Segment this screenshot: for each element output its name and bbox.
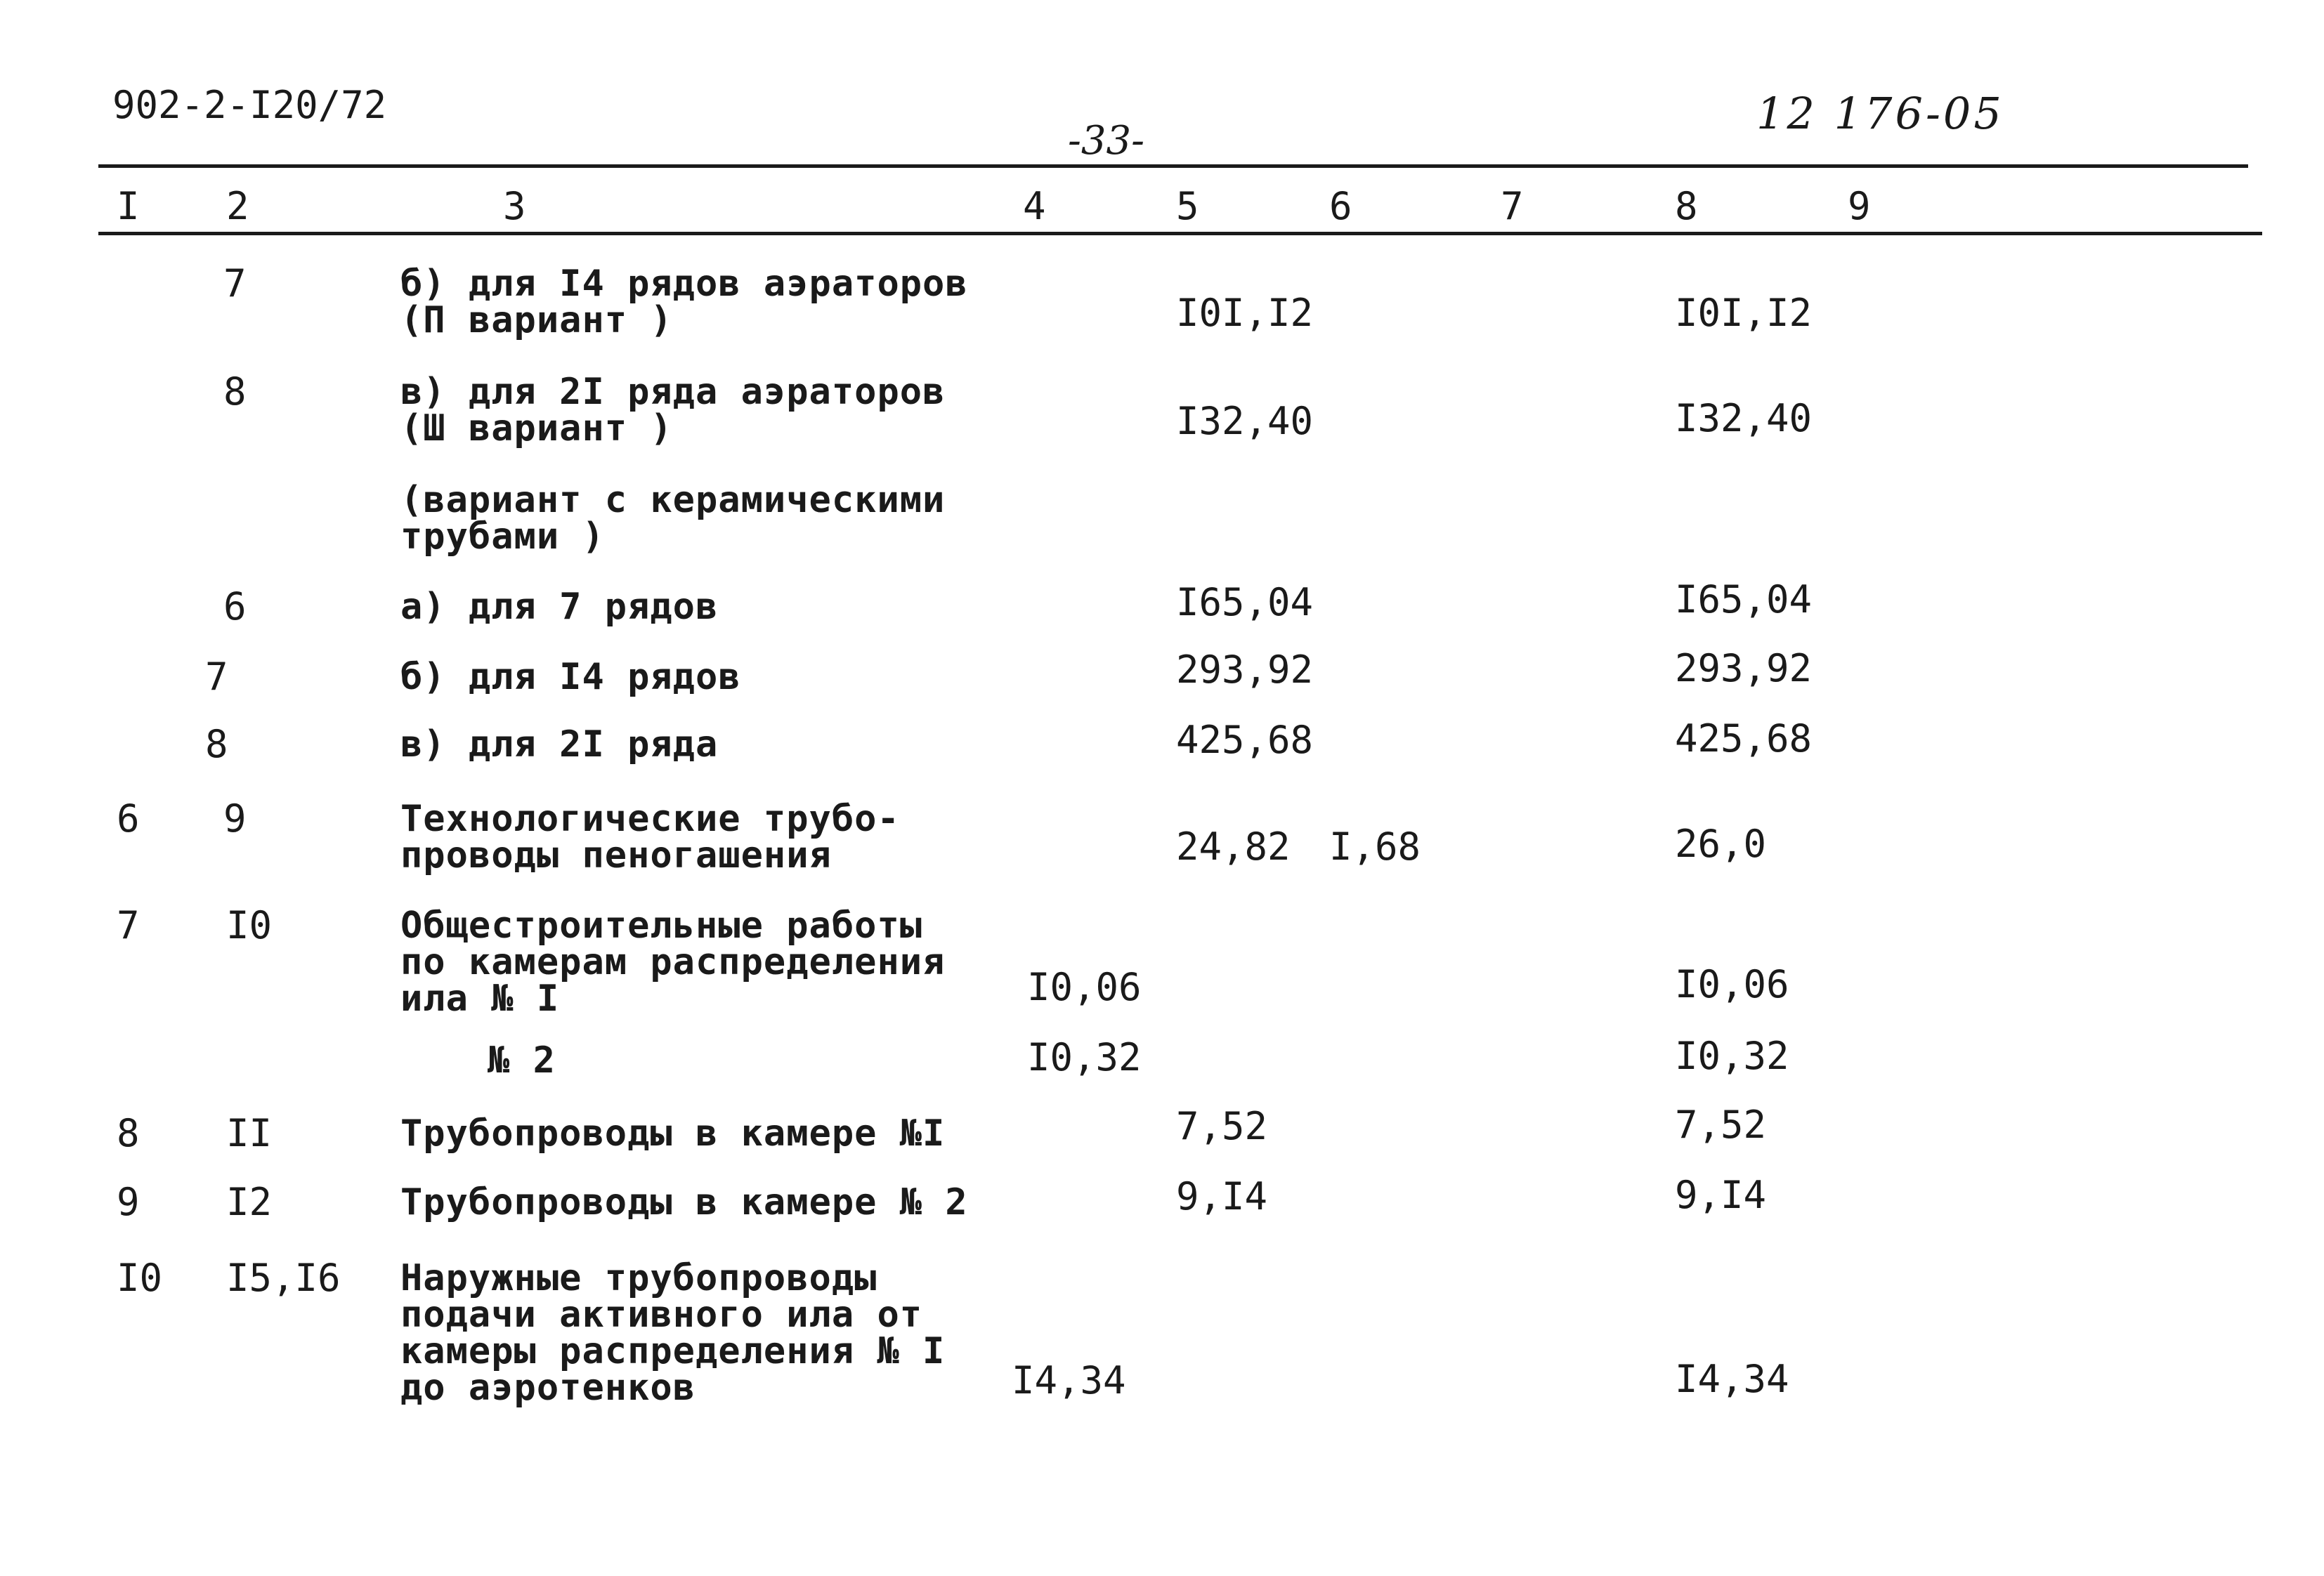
- row-4-description: а) для 7 рядов: [400, 586, 719, 628]
- row-11-col-8: 9,I4: [1675, 1173, 1767, 1217]
- row-12-col-8: I4,34: [1675, 1357, 1789, 1401]
- row-8-col-2: I0: [226, 903, 273, 947]
- row-6-col-2: 8: [205, 722, 228, 766]
- row-7-col-5: 24,82: [1176, 825, 1291, 869]
- row-7-col-6: I,68: [1329, 825, 1421, 869]
- row-10-col-2: II: [226, 1111, 273, 1155]
- row-10-description: Трубопроводы в камере №I: [400, 1112, 946, 1155]
- row-9-col-4: I0,32: [1027, 1035, 1142, 1079]
- page-number: -33-: [1068, 118, 1145, 164]
- row-5-description: б) для I4 рядов: [400, 656, 741, 698]
- column-header-5: 5: [1176, 184, 1199, 228]
- row-5-col-8: 293,92: [1675, 646, 1813, 690]
- row-9-col-8: I0,32: [1675, 1034, 1789, 1078]
- row-7-col-8: 26,0: [1675, 822, 1767, 866]
- row-10-col-8: 7,52: [1675, 1103, 1767, 1147]
- row-4-col-8: I65,04: [1675, 577, 1813, 622]
- column-header-3: 3: [503, 184, 526, 228]
- row-3-description: (вариант с керамическими трубами ): [400, 479, 946, 558]
- row-4-col-2: 6: [223, 584, 247, 629]
- row-7-col-2: 9: [223, 796, 247, 841]
- row-8-col-8: I0,06: [1675, 962, 1789, 1006]
- row-1-col-2: 7: [223, 261, 247, 306]
- row-6-col-8: 425,68: [1675, 716, 1813, 761]
- row-4-col-5: I65,04: [1176, 580, 1314, 624]
- row-11-description: Трубопроводы в камере № 2: [400, 1181, 968, 1223]
- row-11-col-5: 9,I4: [1176, 1174, 1268, 1219]
- row-6-col-5: 425,68: [1176, 718, 1314, 762]
- row-8-col-1: 7: [117, 903, 140, 947]
- column-header-2: 2: [226, 184, 249, 228]
- row-6-description: в) для 2I ряда: [400, 723, 719, 766]
- row-7-col-1: 6: [117, 796, 140, 841]
- row-7-description: Технологические трубо- проводы пеногашения: [400, 798, 900, 876]
- column-header-6: 6: [1329, 184, 1352, 228]
- row-2-col-8: I32,40: [1675, 396, 1813, 440]
- header-top-rule: [98, 164, 2248, 168]
- handwritten-code: 12 176-05: [1756, 88, 2004, 139]
- column-header-8: 8: [1675, 184, 1698, 228]
- row-11-col-1: 9: [117, 1180, 140, 1224]
- row-12-description: Наружные трубопроводы подачи активного ила от камеры распределения № I до аэротенков: [400, 1257, 946, 1409]
- row-2-description: в) для 2I ряда аэраторов (Ш вариант ): [400, 371, 946, 449]
- row-1-col-8: I0I,I2: [1675, 291, 1813, 335]
- row-12-col-4: I4,34: [1012, 1358, 1126, 1403]
- row-11-col-2: I2: [226, 1180, 273, 1224]
- row-5-col-5: 293,92: [1176, 648, 1314, 692]
- row-8-col-4: I0,06: [1027, 965, 1142, 1009]
- row-2-col-2: 8: [223, 369, 247, 414]
- row-2-col-5: I32,40: [1176, 399, 1314, 443]
- column-header-1: I: [117, 184, 140, 228]
- document-code: 902-2-I20/72: [112, 83, 387, 127]
- column-header-4: 4: [1023, 184, 1046, 228]
- row-9-description: № 2: [488, 1039, 556, 1082]
- row-8-description: Общестроительные работы по камерам распределения ила № I: [400, 905, 946, 1020]
- column-header-9: 9: [1848, 184, 1871, 228]
- row-10-col-5: 7,52: [1176, 1104, 1268, 1148]
- header-bottom-rule: [98, 232, 2262, 235]
- row-5-col-2: 7: [205, 655, 228, 699]
- column-header-7: 7: [1501, 184, 1524, 228]
- row-12-col-2: I5,I6: [226, 1256, 341, 1300]
- row-10-col-1: 8: [117, 1111, 140, 1155]
- row-12-col-1: I0: [117, 1256, 163, 1300]
- row-1-col-5: I0I,I2: [1176, 291, 1314, 335]
- row-1-description: б) для I4 рядов аэраторов (П вариант ): [400, 263, 968, 341]
